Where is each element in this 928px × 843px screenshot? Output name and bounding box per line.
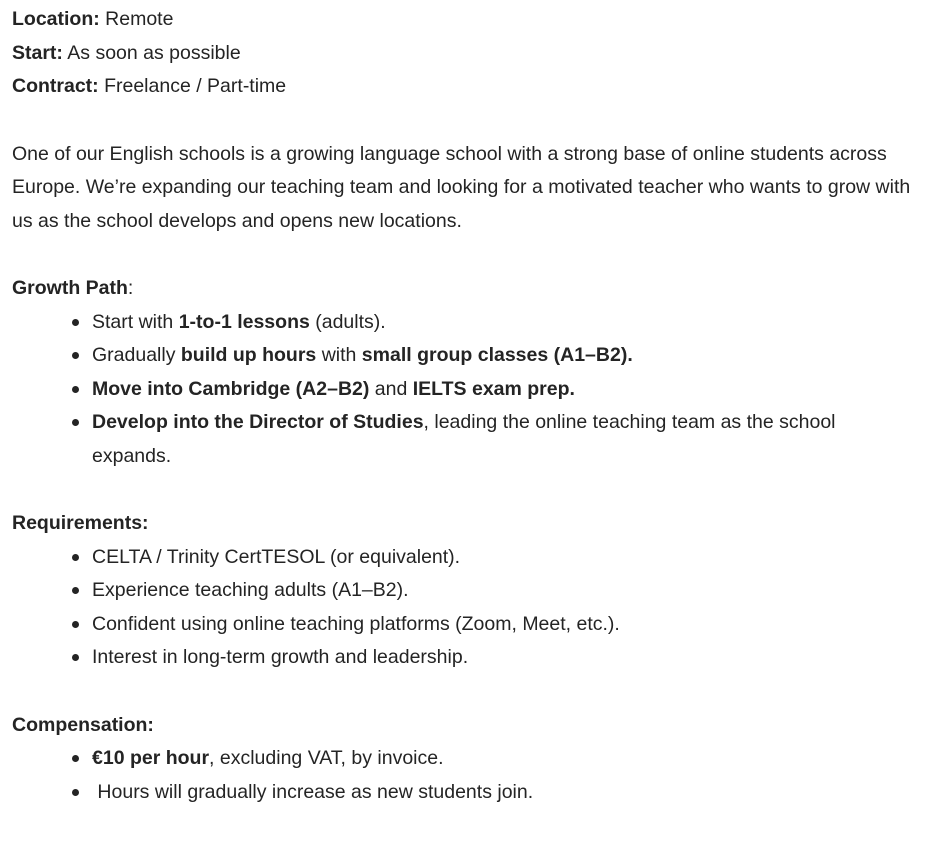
list-item-text: Start with [92,310,179,333]
list-item-text: Hours will gradually increase as new students join. [92,780,534,803]
list-item-bold: Develop into the Director of Studies [92,411,424,433]
list-item: Interest in long-term growth and leadership. [92,641,918,675]
job-posting [12,3,918,809]
spacer [12,238,918,272]
location-line [12,3,918,37]
requirements-list [12,541,918,675]
list-item-text: with [316,344,362,366]
list-item-text: (adults). [309,310,386,333]
list-item-bold: 1-to-1 lessons [178,310,310,333]
contract-value: Freelance / Part-time [98,75,287,97]
list-item [92,742,918,776]
compensation-list [12,742,918,809]
list-item-bold: Move into Cambridge (A2–B2) [92,377,370,400]
requirements-heading: Requirements: [12,512,149,534]
list-item-text: , leading the online teaching team as the school expands. [92,411,836,467]
list-item: Confident using online teaching platforms (Zoom, Meet, etc.). [92,608,918,642]
start-line [12,37,918,71]
list-item-text: Gradually [92,344,181,366]
list-item: CELTA / Trinity CertTESOL (or equivalent). [92,541,918,575]
contract-label: Contract: [12,75,99,97]
location-label: Location: [12,8,100,30]
list-item-text: and [369,377,413,400]
compensation-heading: Compensation: [12,713,154,736]
spacer [12,104,918,138]
list-item [92,339,918,373]
intro-paragraph: One of our English schools is a growing language school with a strong base of online students across Europe. We’re expanding our teaching team and looking for a motivated teacher who wants to grow with us as the school develops and opens new locations. [12,142,911,232]
start-value: As soon as possible [62,41,241,64]
spacer [12,675,918,709]
growth-heading-colon: : [127,277,134,299]
contract-line [12,70,918,104]
growth-heading [12,272,918,306]
list-item: Experience teaching adults (A1–B2). [92,574,918,608]
spacer [12,473,918,507]
list-item-text: , excluding VAT, by invoice. [209,747,444,769]
list-item-bold: IELTS exam prep. [412,377,575,400]
growth-heading-text: Growth Path [12,277,128,299]
list-item [92,776,918,810]
list-item-bold: small group classes (A1–B2). [361,344,633,366]
list-item [92,373,918,407]
list-item [92,406,918,473]
start-label: Start: [12,41,63,64]
list-item-bold: €10 per hour [92,747,210,769]
location-value: Remote [99,8,174,30]
growth-list [12,306,918,474]
list-item [92,306,918,340]
list-item-bold: build up hours [180,344,317,366]
